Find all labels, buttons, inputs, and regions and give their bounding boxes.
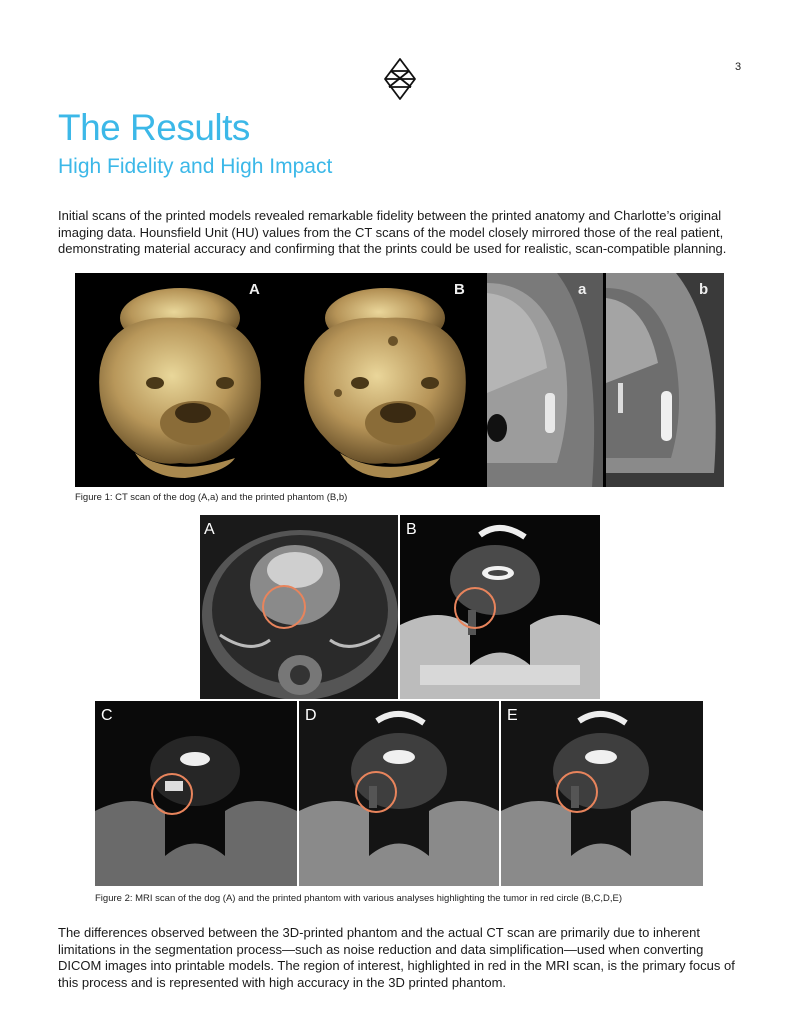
mri-analysis-d-image [299, 701, 499, 886]
page-subtitle: High Fidelity and High Impact [58, 155, 333, 178]
ct-render-dog-image [75, 273, 280, 487]
figure-2-mri-panel-c [95, 701, 297, 886]
figure-1-caption: Figure 1: CT scan of the dog (A,a) and the printed phantom (B,b) [75, 492, 348, 503]
page-title: The Results [58, 107, 250, 148]
figure-2-mri-panel-a [200, 515, 398, 699]
figure-2-label-b: B [406, 521, 417, 538]
ct-slice-phantom-image [606, 273, 724, 487]
figure-1-ct-scans [75, 273, 724, 487]
figure-2-caption: Figure 2: MRI scan of the dog (A) and the printed phantom with various analyses highlighting the tumor in red circle (B,C,D,E) [95, 893, 622, 904]
figure-1-label-a-upper: A [249, 281, 260, 298]
figure-2-label-d: D [305, 707, 317, 724]
figure-2-label-e: E [507, 707, 518, 724]
mri-analysis-e-image [501, 701, 703, 886]
figure-1-label-b-upper: B [454, 281, 465, 298]
figure-2-mri-panel-d [299, 701, 499, 886]
ct-slice-dog-image [487, 273, 603, 487]
mri-dog-image [200, 515, 398, 699]
mri-analysis-c-image [95, 701, 297, 886]
figure-2-label-a: A [204, 521, 215, 538]
intro-paragraph: Initial scans of the printed models revealed remarkable fidelity between the printed anatomy and Charlotte’s original imaging data. Hounsfield Unit (HU) values from the CT scans of the model closely mirrored those of the real patient, demonstrating material accuracy and confirming that the prints could be used for realistic, scan-compatible planning. [58, 208, 727, 256]
figure-2-label-c: C [101, 707, 113, 724]
mri-phantom-image [400, 515, 600, 699]
figure-2-mri-panel-b [400, 515, 600, 699]
figure-1-label-b-lower: b [699, 281, 709, 298]
figure-2-mri-panel-e [501, 701, 703, 886]
closing-paragraph: The differences observed between the 3D-printed phantom and the actual CT scan are primarily due to inherent limitations in the segmentation process—such as noise reduction and data simplification—used when converting DICOM images into printable models. The region of interest, highlighted in red in the MRI scan, is the primary focus of this process and is represented with high accuracy in the 3D printed phantom. [58, 925, 735, 990]
page-number: 3 [735, 61, 742, 73]
geometric-logo-icon [383, 57, 417, 101]
figure-1-label-a-lower: a [578, 281, 587, 298]
ct-render-phantom-image [280, 273, 485, 487]
